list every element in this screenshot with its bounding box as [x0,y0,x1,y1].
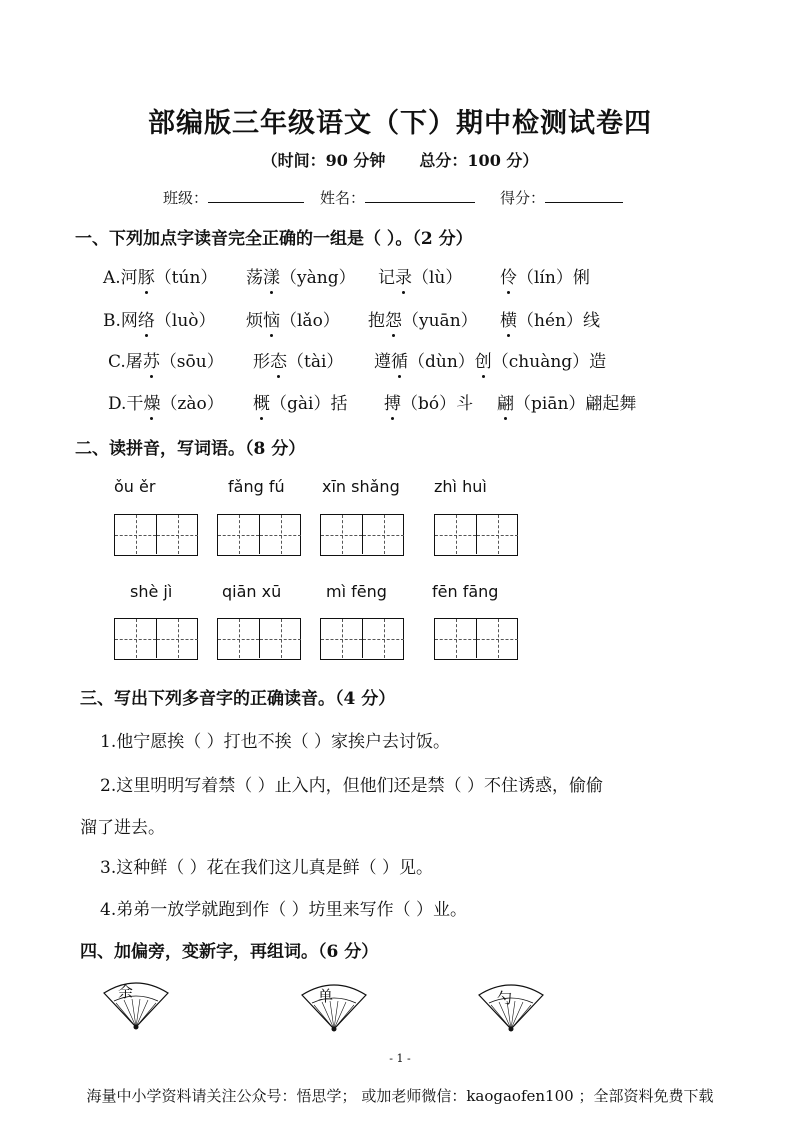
fan-char-1: 余 [118,983,134,1001]
name-label: 姓名： [320,189,366,207]
option-c-3: 遵循（dùn）创（chuàng）造 [374,352,607,372]
exam-total-score: 总分：100 分） [419,151,539,170]
option-a-3: 记录（lù） [378,268,463,288]
option-a-4: 伶（lín）俐 [500,268,590,288]
writing-box-2[interactable] [217,514,301,556]
exam-title: 部编版三年级语文（下）期中检测试卷四 [148,108,652,139]
fan-icon [298,977,370,1033]
question-3-3: 3.这种鲜（ ）花在我们这儿真是鲜（ ）见。 [100,858,434,878]
name-blank[interactable] [365,188,475,203]
section3-heading: 三、写出下列多音字的正确读音。（4 分） [80,689,396,709]
option-d-2: 概（gài）括 [253,394,348,414]
writing-box-3[interactable] [320,514,404,556]
score-blank[interactable] [545,188,623,203]
pinyin-7: mì fēng [326,582,387,601]
fan-icon [100,975,172,1031]
question-3-2-cont: 溜了进去。 [80,818,165,838]
class-label: 班级： [163,189,209,207]
question-3-2: 2.这里明明写着禁（ ）止入内，但他们还是禁（ ）不住诱惑，偷偷 [100,776,604,796]
option-b-1: B.网络（luò） [103,311,216,331]
section1-heading: 一、下列加点字读音完全正确的一组是（ ）。（2 分） [75,229,473,249]
pinyin-8: fēn fāng [432,582,499,601]
writing-box-6[interactable] [217,618,301,660]
score-field[interactable] [500,187,623,208]
footer-note: 海量中小学资料请关注公众号：悟思学； 或加老师微信：kaogaofen100 ；全部资料免费下载 [86,1087,714,1105]
pinyin-4: zhì huì [434,477,487,496]
question-3-1: 1.他宁愿挨（ ）打也不挨（ ）家挨户去讨饭。 [100,732,451,752]
option-a-1: A.河豚（tún） [103,268,218,288]
class-field[interactable] [163,187,304,208]
class-blank[interactable] [208,188,304,203]
option-b-4: 横（hén）线 [500,311,600,331]
option-a-2: 荡漾（yàng） [246,268,356,288]
pinyin-3: xīn shǎng [322,477,400,496]
fan-char-3: 勺 [497,989,513,1007]
writing-box-7[interactable] [320,618,404,660]
section2-heading: 二、读拼音，写词语。（8 分） [75,439,306,459]
writing-box-5[interactable] [114,618,198,660]
name-field[interactable] [320,187,475,208]
option-c-1: C.屠苏（sōu） [108,352,224,372]
score-label: 得分： [500,189,546,207]
writing-box-4[interactable] [434,514,518,556]
option-d-4: 翩（piān）翩起舞 [497,394,637,414]
exam-subtitle [0,148,800,171]
option-d-1: D.干燥（zào） [108,394,224,414]
option-c-2: 形态（tài） [253,352,344,372]
fan-icon [475,977,547,1033]
fan-char-2: 单 [318,987,334,1005]
writing-box-1[interactable] [114,514,198,556]
option-d-3: 搏（bó）斗 [384,394,474,414]
pinyin-5: shè jì [130,582,173,601]
section4-heading: 四、加偏旁，变新字，再组词。（6 分） [80,942,379,962]
pinyin-1: ǒu ěr [114,477,156,496]
pinyin-2: fǎng fú [228,477,285,496]
exam-time: （时间：90 分钟 [261,151,386,170]
writing-box-8[interactable] [434,618,518,660]
page-number: - 1 - [389,1052,411,1065]
question-3-4: 4.弟弟一放学就跑到作（ ）坊里来写作（ ）业。 [100,900,468,920]
option-b-3: 抱怨（yuān） [368,311,478,331]
option-b-2: 烦恼（lǎo） [246,311,340,331]
pinyin-6: qiān xū [222,582,282,601]
